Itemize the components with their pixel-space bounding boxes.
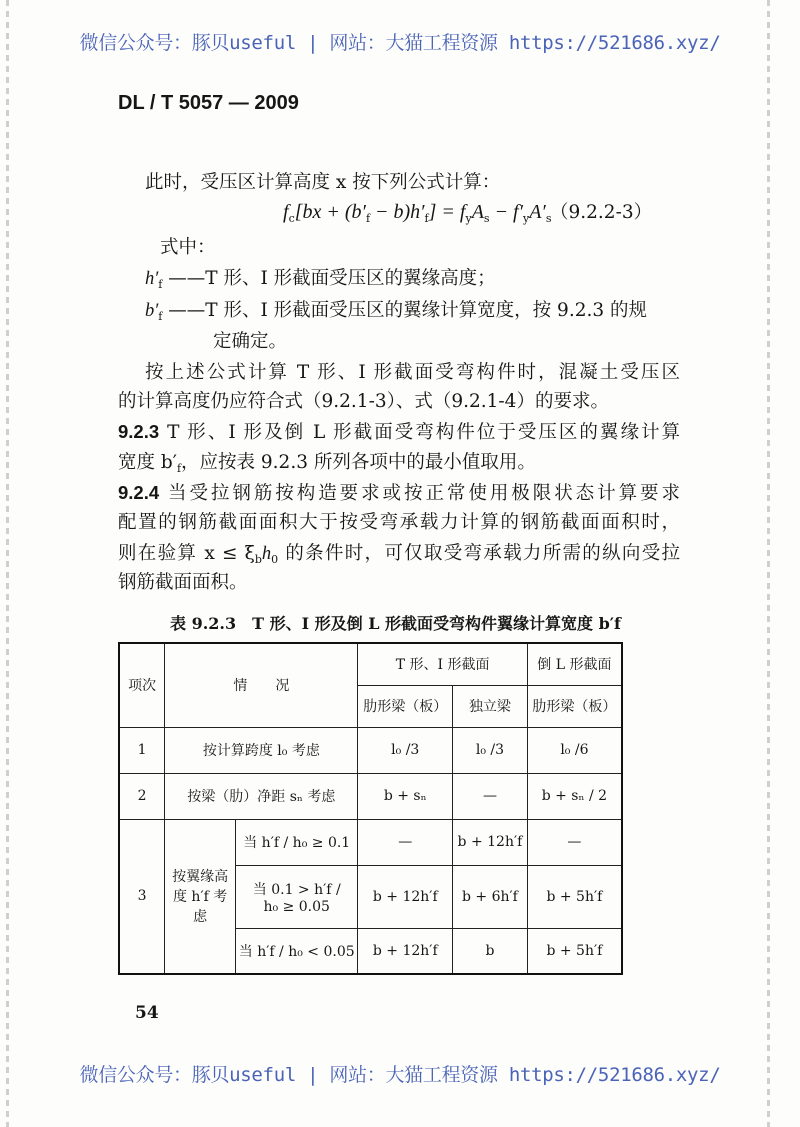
cell-case: 按梁（肋）净距 sₙ 考虑: [165, 773, 358, 819]
header-case: 情 况: [165, 643, 358, 727]
clause-text: 宽度 b′: [118, 452, 177, 473]
clause-text: 当受拉钢筋按构造要求或按正常使用极限状态计算要求: [168, 483, 680, 504]
formula-part: f: [283, 201, 289, 223]
symbol: b′: [145, 301, 159, 321]
symbol-sub: f: [158, 310, 163, 323]
formula-part: ] = f: [428, 201, 466, 223]
formula-sub: s: [483, 212, 490, 225]
formula-sub: y: [523, 212, 530, 225]
cell-case: 按计算跨度 l₀ 考虑: [165, 727, 358, 773]
cell-value: b + 12h′f: [358, 865, 453, 928]
formula-part: A′: [529, 201, 546, 223]
header-ribbed-beam-l: 肋形梁（板）: [527, 685, 622, 727]
definition-text: ——T 形、I 形截面受压区的翼缘计算宽度，按 9.2.3 的规: [162, 300, 647, 321]
paragraph-line: 钢筋截面面积。: [118, 572, 248, 593]
table-row: [119, 819, 622, 865]
header-l-section: 倒 L 形截面: [527, 643, 622, 685]
symbol: h′: [145, 269, 159, 289]
clause-text: 的条件时，可仅取受弯承载力所需的纵向受拉: [278, 543, 680, 564]
watermark-top: 微信公众号：豚贝useful | 网站：大猫工程资源 https://521686.xyz/: [79, 32, 721, 54]
header-t-i-section: T 形、I 形截面: [358, 643, 527, 685]
symbol-sub: f: [176, 462, 182, 475]
intro-text: 此时，受压区计算高度 x 按下列公式计算：: [145, 172, 501, 193]
symbol-sub: f: [158, 278, 163, 291]
cell-case: 按翼缘高度 h′f 考虑: [165, 819, 236, 974]
cell-value: b + sₙ: [358, 773, 453, 819]
cell-item: 1: [119, 727, 165, 773]
cell-value: b + 5h′f: [527, 865, 622, 928]
clause-number: 9.2.4: [118, 482, 160, 503]
cell-value: b + 12h′f: [358, 928, 453, 974]
paragraph-line: 按上述公式计算 T 形、I 形截面受弯构件时，混凝土受压区: [145, 362, 680, 383]
cell-value: —: [358, 819, 453, 865]
clause-9-2-3: [118, 420, 680, 445]
watermark-bottom: 微信公众号：豚贝useful | 网站：大猫工程资源 https://521686.xyz/: [79, 1064, 721, 1086]
cell-item: 3: [119, 819, 165, 974]
clause-text: ，应按表 9.2.3 所列各项中的最小值取用。: [181, 452, 536, 473]
definition-hf: [145, 267, 496, 297]
cell-item: 2: [119, 773, 165, 819]
cell-value: l₀ /6: [527, 727, 622, 773]
flange-width-table: [118, 642, 623, 975]
definition-bf-cont: 定确定。: [213, 331, 288, 352]
paragraph-line: 配置的钢筋截面面积大于按受弯承载力计算的钢筋截面面积时，: [118, 512, 680, 533]
cell-value: b: [453, 928, 528, 974]
formula-part: − b)h′: [370, 201, 425, 223]
cell-value: l₀ /3: [358, 727, 453, 773]
clause-9-2-3-cont: [118, 451, 536, 481]
definition-bf: [145, 299, 647, 329]
clause-text: T 形、I 形及倒 L 形截面受弯构件位于受压区的翼缘计算: [167, 422, 680, 443]
clause-9-2-4: [118, 481, 680, 506]
paragraph-line: [118, 542, 680, 572]
paragraph-line: 的计算高度仍应符合式（9.2.1-3）、式（9.2.1-4）的要求。: [118, 391, 609, 412]
cell-condition: 当 h′f / h₀ ≥ 0.1: [235, 819, 357, 865]
formula-sub: c: [288, 212, 295, 225]
scan-edge-right: [767, 0, 770, 1127]
clause-number: 9.2.3: [118, 421, 160, 442]
cell-condition: 当 h′f / h₀ < 0.05: [235, 928, 357, 974]
formula-number: （9.2.2-3）: [550, 202, 653, 223]
table-caption: 表 9.2.3 T 形、I 形及倒 L 形截面受弯构件翼缘计算宽度 b′f: [170, 614, 621, 633]
cell-value: l₀ /3: [453, 727, 528, 773]
cell-value: —: [453, 773, 528, 819]
header-item: 项次: [119, 643, 165, 727]
symbol-sub: 0: [271, 553, 279, 566]
formula-sub: y: [465, 212, 472, 225]
symbol-sub: b: [254, 553, 262, 566]
cell-value: b + 5h′f: [527, 928, 622, 974]
cell-value: b + sₙ / 2: [527, 773, 622, 819]
cell-value: —: [527, 819, 622, 865]
cell-value: b + 6h′f: [453, 865, 528, 928]
cell-condition: 当 0.1 > h′f / h₀ ≥ 0.05: [235, 865, 357, 928]
clause-text: 则在验算 x ≤ ξ: [118, 543, 255, 564]
definition-text: ——T 形、I 形截面受压区的翼缘高度；: [162, 268, 496, 289]
formula-sub: s: [545, 212, 552, 225]
formula-sub: f: [365, 212, 371, 225]
cell-value: b + 12h′f: [453, 819, 528, 865]
formula-sub: f: [424, 212, 429, 225]
formula-part: [bx + (b′: [294, 201, 366, 223]
formula-part: − f′: [489, 201, 523, 223]
scan-edge-left: [6, 0, 9, 1127]
formula-part: A: [471, 201, 484, 223]
symbol: h: [261, 544, 272, 564]
header-ribbed-beam: 肋形梁（板）: [358, 685, 453, 727]
header-independent-beam: 独立梁: [453, 685, 528, 727]
table-row: [119, 727, 622, 773]
formula-9-2-2-3: [283, 199, 551, 231]
where-label: 式中：: [160, 237, 216, 258]
table-row: [119, 773, 622, 819]
page-number: 54: [135, 1003, 159, 1023]
document-header: DL / T 5057 — 2009: [118, 92, 299, 114]
